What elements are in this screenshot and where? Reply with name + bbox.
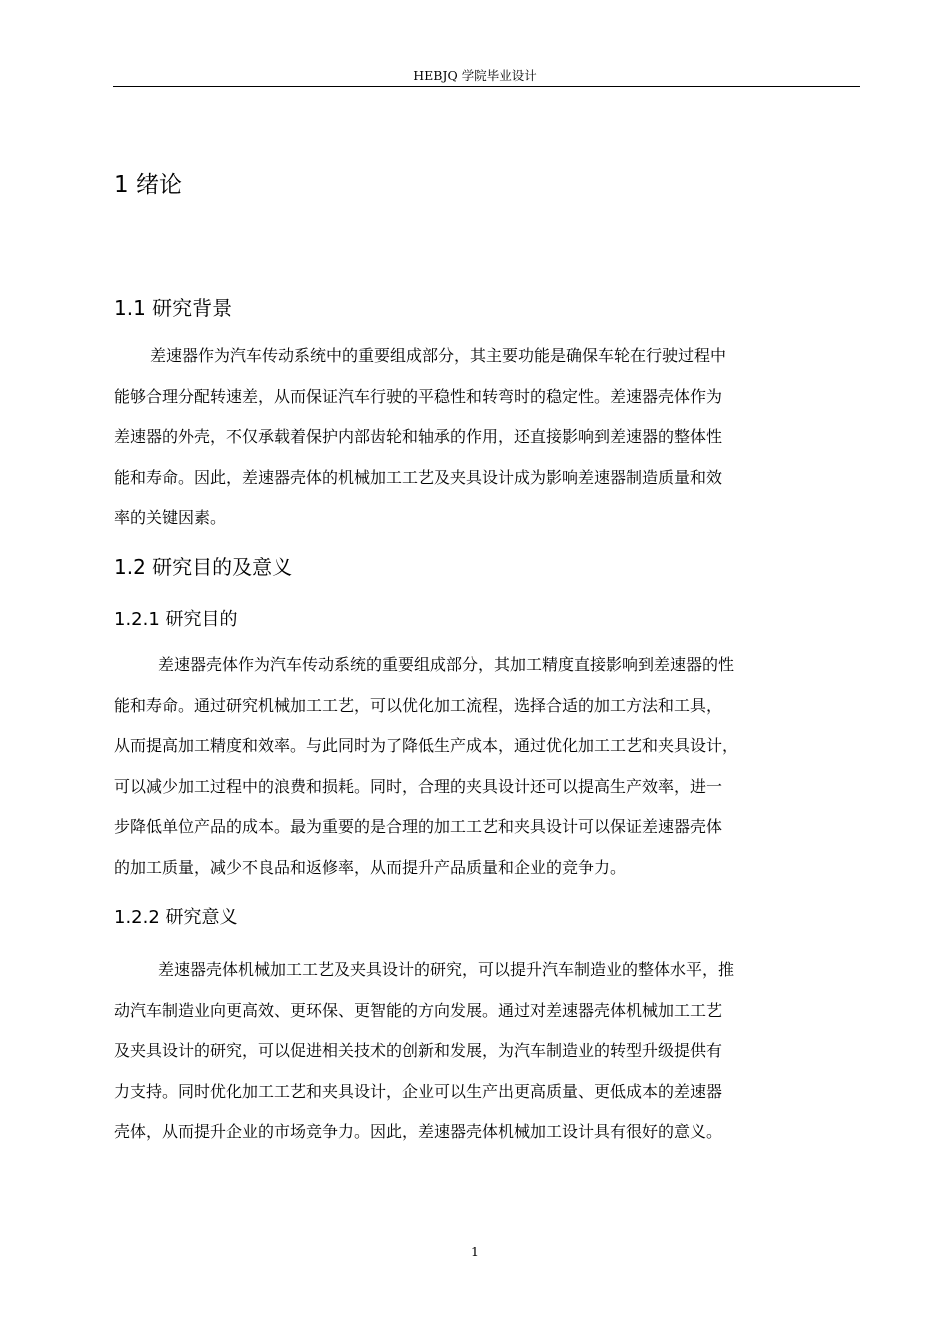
paragraph-line: 及夹具设计的研究，可以促进相关技术的创新和发展，为汽车制造业的转型升级提供有 [114,1041,723,1060]
paragraph-line: 可以减少加工过程中的浪费和损耗。同时，合理的夹具设计还可以提高生产效率，进一 [114,776,723,796]
paragraph-line: 从而提高加工精度和效率。与此同时为了降低生产成本，通过优化加工工艺和夹具设计， [114,736,739,755]
subsection-heading-1-2-1: 1.2.1 研究目的 [114,609,238,630]
paragraph-line: 能和寿命。因此，差速器壳体的机械加工工艺及夹具设计成为影响差速器制造质量和效 [114,467,723,487]
chapter-title: 1 绪论 [114,172,182,198]
paragraph-line: 壳体，从而提升企业的市场竞争力。因此，差速器壳体机械加工设计具有很好的意义。 [114,1122,723,1141]
section-heading-1-2: 1.2 研究目的及意义 [114,555,293,579]
page-header: HEBJQ 学院毕业设计 [413,68,537,83]
paragraph-line: 步降低单位产品的成本。最为重要的是合理的加工工艺和夹具设计可以保证差速器壳体 [114,817,723,836]
paragraph-line: 率的关键因素。 [114,508,227,527]
paragraph-line: 差速器壳体作为汽车传动系统的重要组成部分，其加工精度直接影响到差速器的性 [158,655,735,674]
subsection-1-2-1-paragraph [114,645,860,888]
section-1-1-paragraph [114,336,860,539]
paragraph-line: 能够合理分配转速差，从而保证汽车行驶的平稳性和转弯时的稳定性。差速器壳体作为 [114,386,723,406]
paragraph-line: 能和寿命。通过研究机械加工工艺，可以优化加工流程，选择合适的加工方法和工具， [114,695,723,715]
paragraph-line: 的加工质量，减少不良品和返修率，从而提升产品质量和企业的竞争力。 [114,857,627,877]
page-number: 1 [471,1244,479,1259]
section-heading-1-1: 1.1 研究背景 [114,296,233,320]
subsection-1-2-2-paragraph [114,950,860,1153]
paragraph-line: 差速器的外壳，不仅承载着保护内部齿轮和轴承的作用，还直接影响到差速器的整体性 [114,427,723,446]
subsection-heading-1-2-2: 1.2.2 研究意义 [114,907,238,928]
paragraph-line: 差速器壳体机械加工工艺及夹具设计的研究，可以提升汽车制造业的整体水平，推 [158,960,735,979]
paragraph-line: 差速器作为汽车传动系统中的重要组成部分，其主要功能是确保车轮在行驶过程中 [150,346,727,365]
paragraph-line: 动汽车制造业向更高效、更环保、更智能的方向发展。通过对差速器壳体机械加工工艺 [114,1000,723,1020]
paragraph-line: 力支持。同时优化加工工艺和夹具设计，企业可以生产出更高质量、更低成本的差速器 [114,1081,723,1101]
header-divider [113,86,860,87]
